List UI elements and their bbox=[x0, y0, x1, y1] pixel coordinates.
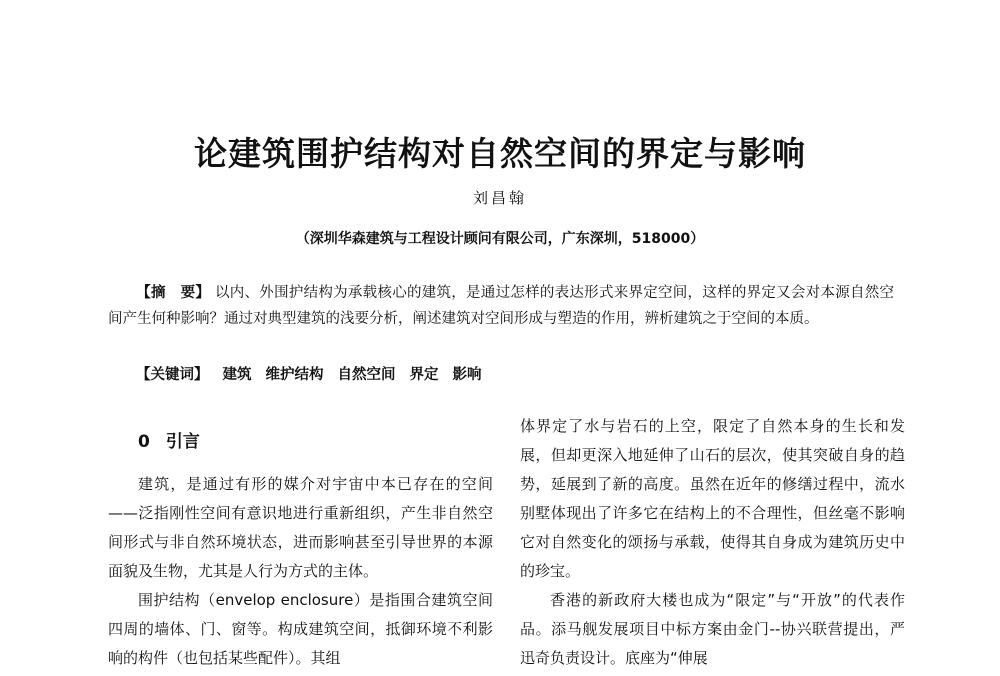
author-name: 刘昌翰 bbox=[472, 189, 527, 207]
author-affiliation: （深圳华森建筑与工程设计顾问有限公司，广东深圳，518000） bbox=[295, 231, 705, 247]
keywords bbox=[108, 362, 894, 388]
keyword: 界定 bbox=[409, 366, 439, 383]
keyword: 建筑 bbox=[222, 366, 252, 383]
section-number: 0 bbox=[138, 432, 150, 452]
keywords-label: 【关键词】 bbox=[136, 366, 209, 383]
paper-title: 论建筑围护结构对自然空间的界定与影响 bbox=[194, 134, 806, 173]
section-heading bbox=[138, 426, 493, 458]
body-column-left bbox=[108, 412, 493, 673]
abstract bbox=[108, 280, 894, 332]
keyword: 影响 bbox=[452, 366, 482, 383]
abstract-label: 【摘 要】 bbox=[136, 284, 211, 301]
section-title: 引言 bbox=[165, 432, 200, 452]
abstract-text: 以内、外围护结构为承载核心的建筑，是通过怎样的表达形式来界定空间，这样的界定又会对本源自然空间产生何种影响？通过对典型建筑的浅要分析，阐述建筑对空间形成与塑造的作用，辨析建筑之于空间的本质。 bbox=[108, 285, 895, 327]
body-column-right bbox=[520, 412, 905, 673]
body-paragraph: 香港的新政府大楼也成为“限定”与“开放”的代表作品。添马舰发展项目中标方案由金门--协兴联营提出，严迅奇负责设计。底座为“伸展 bbox=[520, 591, 905, 667]
keyword: 维护结构 bbox=[265, 366, 324, 383]
body-paragraph: 围护结构（envelop enclosure）是指围合建筑空间四周的墙体、门、窗等。构成建筑空间，抵御环境不利影响的构件（也包括某些配件）。其组 bbox=[108, 591, 493, 667]
keyword: 自然空间 bbox=[337, 366, 396, 383]
body-paragraph: 体界定了水与岩石的上空，限定了自然本身的生长和发展，但却更深入地延伸了山石的层次，使其突破自身的趋势，延展到了新的高度。虽然在近年的修缮过程中，流水别墅体现出了许多它在结构上的不合理性，但丝毫不影响它对自然变化的颂扬与承载，使得其自身成为建筑历史中的珍宝。 bbox=[520, 417, 905, 580]
body-paragraph: 建筑，是通过有形的媒介对宇宙中本已存在的空间——泛指刚性空间有意识地进行重新组织，产生非自然空间形式与非自然环境状态，进而影响甚至引导世界的本源面貌及生物，尤其是人行为方式的主体。 bbox=[108, 475, 493, 580]
